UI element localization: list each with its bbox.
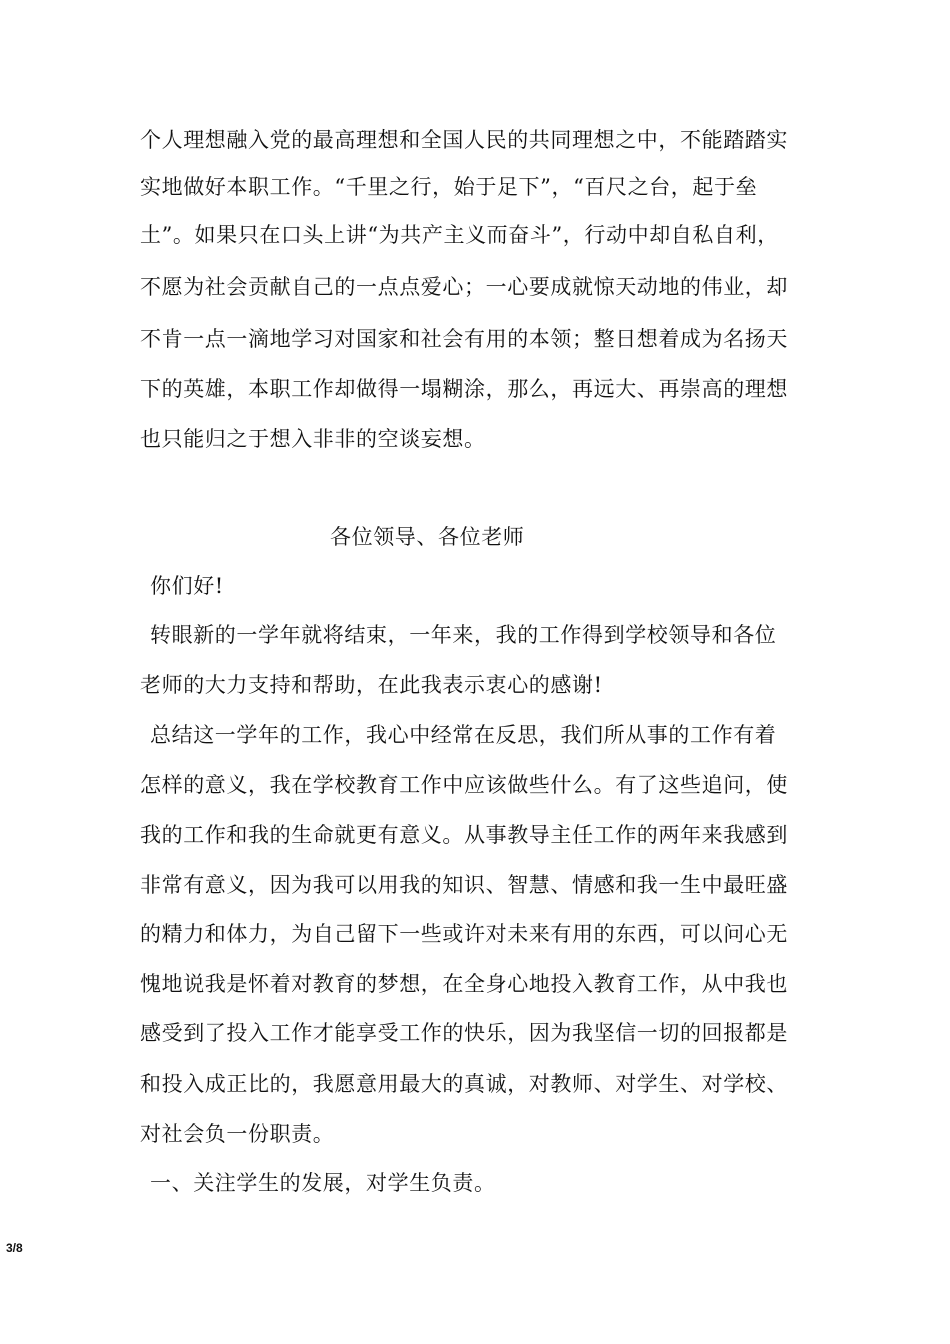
paragraph-1-line-4: 不愿为社会贡献自己的一点点爱心；一心要成就惊天动地的伟业，却 [140,275,788,299]
salutation-heading: 各位领导、各位老师 [330,525,525,549]
paragraph-1-line-3: 土”。如果只在口头上讲“为共产主义而奋斗”，行动中却自私自利， [140,223,779,247]
paragraph-3-line-6: 愧地说我是怀着对教育的梦想，在全身心地投入教育工作，从中我也 [140,972,788,996]
paragraph-3-line-3: 我的工作和我的生命就更有意义。从事教导主任工作的两年来我感到 [140,823,788,847]
paragraph-1-line-5: 不肯一点一滴地学习对国家和社会有用的本领；整日想着成为名扬天 [140,327,788,351]
paragraph-3-line-2: 怎样的意义，我在学校教育工作中应该做些什么。有了这些追问，使 [140,773,788,797]
paragraph-2-line-2: 老师的大力支持和帮助，在此我表示衷心的感谢! [140,673,603,697]
greeting: 你们好! [150,574,224,598]
paragraph-3-line-4: 非常有意义，因为我可以用我的知识、智慧、情感和我一生中最旺盛 [140,873,788,897]
paragraph-1-line-6: 下的英雄，本职工作却做得一塌糊涂，那么，再远大、再崇高的理想 [140,377,788,401]
paragraph-3-line-7: 感受到了投入工作才能享受工作的快乐，因为我坚信一切的回报都是 [140,1021,788,1045]
paragraph-3-line-8: 和投入成正比的，我愿意用最大的真诚，对教师、对学生、对学校、 [140,1072,788,1096]
paragraph-1-line-2: 实地做好本职工作。“千里之行，始于足下”，“百尺之台，起于垒 [140,175,758,199]
paragraph-3-line-1: 总结这一学年的工作，我心中经常在反思，我们所从事的工作有着 [150,723,777,747]
paragraph-3-line-5: 的精力和体力，为自己留下一些或许对未来有用的东西，可以问心无 [140,922,788,946]
paragraph-3-line-9: 对社会负一份职责。 [140,1122,335,1146]
page-number: 3/8 [6,1241,23,1255]
paragraph-2-line-1: 转眼新的一学年就将结束，一年来，我的工作得到学校领导和各位 [150,623,777,647]
paragraph-1-line-1: 个人理想融入党的最高理想和全国人民的共同理想之中，不能踏踏实 [140,128,788,152]
paragraph-1-line-7: 也只能归之于想入非非的空谈妄想。 [140,427,486,451]
section-1-heading: 一、关注学生的发展，对学生负责。 [150,1171,496,1195]
